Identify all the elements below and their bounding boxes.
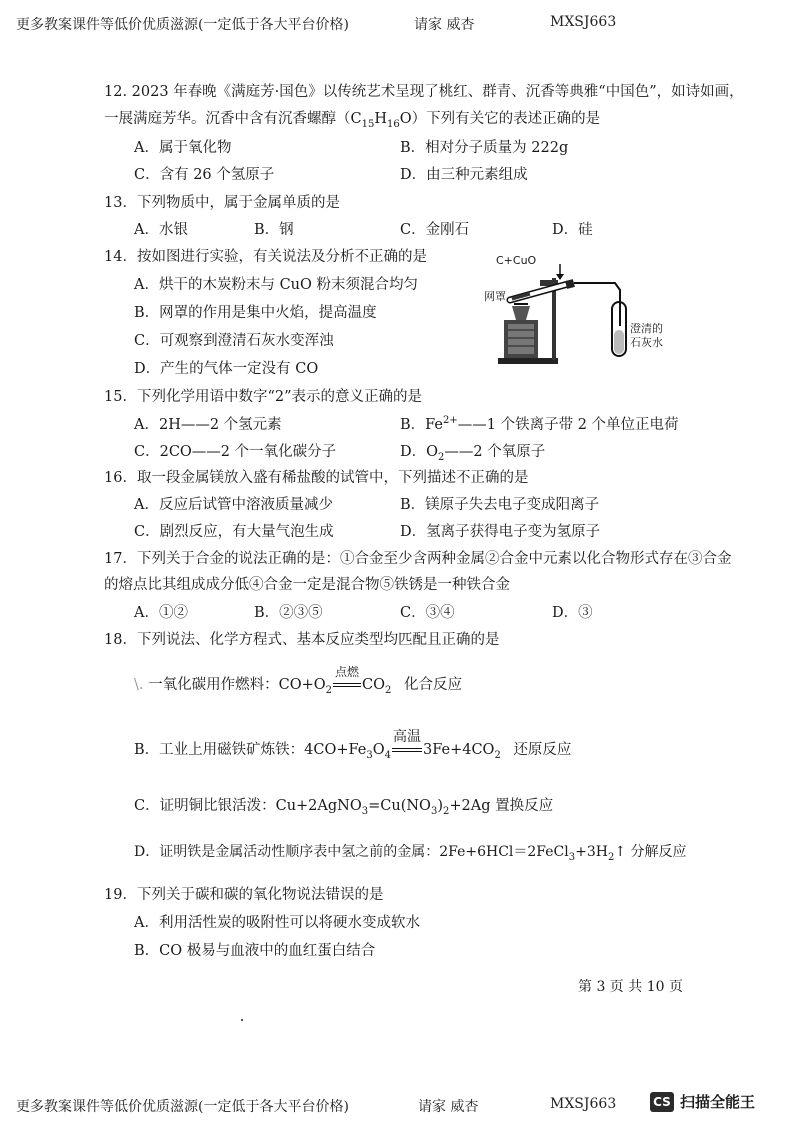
q18-a-condition: 点燃	[335, 665, 360, 679]
q12-option-a: A．属于氧化物	[134, 140, 232, 156]
fig-label-reactants: C+CuO	[496, 254, 537, 267]
q16-option-c: C．剧烈反应，有大量气泡生成	[134, 524, 334, 540]
q18-b-condition: 高温	[393, 729, 422, 745]
q19-stem: 19．下列关于碳和碳的氧化物说法错误的是	[104, 887, 384, 903]
q13-option-a: A．水银	[134, 222, 188, 238]
fig-label-limewater-2: 石灰水	[630, 336, 663, 349]
q15-option-b: B．$Fe^{2+}——1$ 个铁离子带 2 个单位正电荷	[400, 415, 679, 433]
q18-option-d: D．证明铁是金属活动性顺序表中氢之前的金属：$2Fe+6HCl=2FeCl_3+3H_2↑$ 分解反应	[134, 844, 687, 863]
q18-stem: 18．下列说法、化学方程式、基本反应类型均匹配且正确的是	[104, 632, 500, 648]
footer-text: 更多教案课件等低价优质滋源(一定低于各大平台价格)	[16, 1099, 349, 1115]
scan-speck	[241, 1019, 243, 1021]
header-code: MXSJ663	[550, 14, 617, 30]
q14-option-d: D．产生的气体一定没有 CO	[134, 361, 319, 377]
q18-option-a: \. 一氧化碳用作燃料：$CO+O_2$ 点燃 $CO_2$ 化合反应	[134, 665, 462, 696]
q14-stem: 14．按如图进行实验，有关说法及分析不正确的是	[104, 249, 427, 265]
scanner-logo-icon: CS	[650, 1092, 674, 1112]
q12-option-c: C．含有 26 个氢原子	[134, 167, 275, 183]
q13-option-b: B．钢	[254, 222, 294, 238]
q13-stem: 13．下列物质中，属于金属单质的是	[104, 195, 340, 211]
q18-option-c: C．证明铜比银活泼：$Cu+2AgNO_3=Cu(NO_3)_2+2Ag$ 置换反应	[134, 798, 554, 817]
page-number: 第 3 页 共 10 页	[578, 979, 683, 995]
q17-option-a: A．①②	[134, 605, 188, 621]
q12-option-d: D．由三种元素组成	[400, 167, 528, 183]
scanner-logo-text: 扫描全能王	[680, 1093, 756, 1111]
q14-option-c: C．可观察到澄清石灰水变浑浊	[134, 333, 334, 349]
q16-option-d: D．氢离子获得电子变为氢原子	[400, 524, 601, 540]
q13-option-d: D．硅	[552, 222, 593, 238]
q19-option-a: A．利用活性炭的吸附性可以将硬水变成软水	[134, 915, 420, 931]
q15-option-d: D．$O_2——2$ 个氧原子	[400, 444, 546, 463]
q16-option-a: A．反应后试管中溶液质量减少	[134, 497, 333, 513]
fig-label-net: 网罩	[484, 290, 506, 303]
footer-code: MXSJ663	[550, 1096, 617, 1112]
q16-stem: 16．取一段金属镁放入盛有稀盐酸的试管中，下列描述不正确的是	[104, 470, 529, 486]
q17-line1: 17．下列关于合金的说法正确的是：①合金至少含两种金属②合金中元素以化合物形式存在③合金	[104, 551, 732, 567]
apparatus-figure	[484, 254, 680, 368]
q14-option-b: B．网罩的作用是集中火焰，提高温度	[134, 305, 377, 321]
q18-option-b: B．工业上用磁铁矿炼铁：$4CO+Fe_3O_4$ 高温 $3Fe+4CO_2$ 还原反应	[134, 738, 571, 761]
apparatus-drawing	[490, 258, 680, 368]
q17-line2: 的熔点比其组成成分低④合金一定是混合物⑤铁锈是一种铁合金	[104, 577, 510, 593]
q16-option-b: B．镁原子失去电子变成阳离子	[400, 497, 600, 513]
scanner-logo	[650, 1091, 755, 1112]
q15-option-a: A．2H——2 个氢元素	[134, 417, 282, 433]
header-contact: 请家 威杏	[414, 17, 475, 33]
q17-option-d: D．③	[552, 605, 593, 621]
fig-label-limewater-1: 澄清的	[630, 322, 663, 335]
q17-option-c: C．③④	[400, 605, 455, 621]
q12-option-b: B．相对分子质量为 222g	[400, 140, 569, 156]
q12-line1: 12. 2023 年春晚《满庭芳·国色》以传统艺术呈现了桃红、群青、沉香等典雅“中国色”，如诗如画，	[104, 84, 744, 100]
q15-option-c: C．2CO——2 个一氧化碳分子	[134, 444, 337, 460]
q19-option-b: B．CO 极易与血液中的血红蛋白结合	[134, 943, 376, 959]
q15-stem: 15．下列化学用语中数字“2”表示的意义正确的是	[104, 389, 422, 405]
footer-contact: 请家 威杏	[418, 1099, 479, 1115]
q12-line2: 一展满庭芳华。沉香中含有沉香螺醇$(C_{15}H_{16}O)$下列有关它的表述正确的是	[104, 111, 601, 130]
q13-option-c: C．金刚石	[400, 222, 470, 238]
q17-option-b: B．②③⑤	[254, 605, 323, 621]
q14-option-a: A．烘干的木炭粉末与 CuO 粉末须混合均匀	[134, 277, 419, 293]
header-text: 更多教案课件等低价优质滋源(一定低于各大平台价格)	[16, 17, 349, 33]
